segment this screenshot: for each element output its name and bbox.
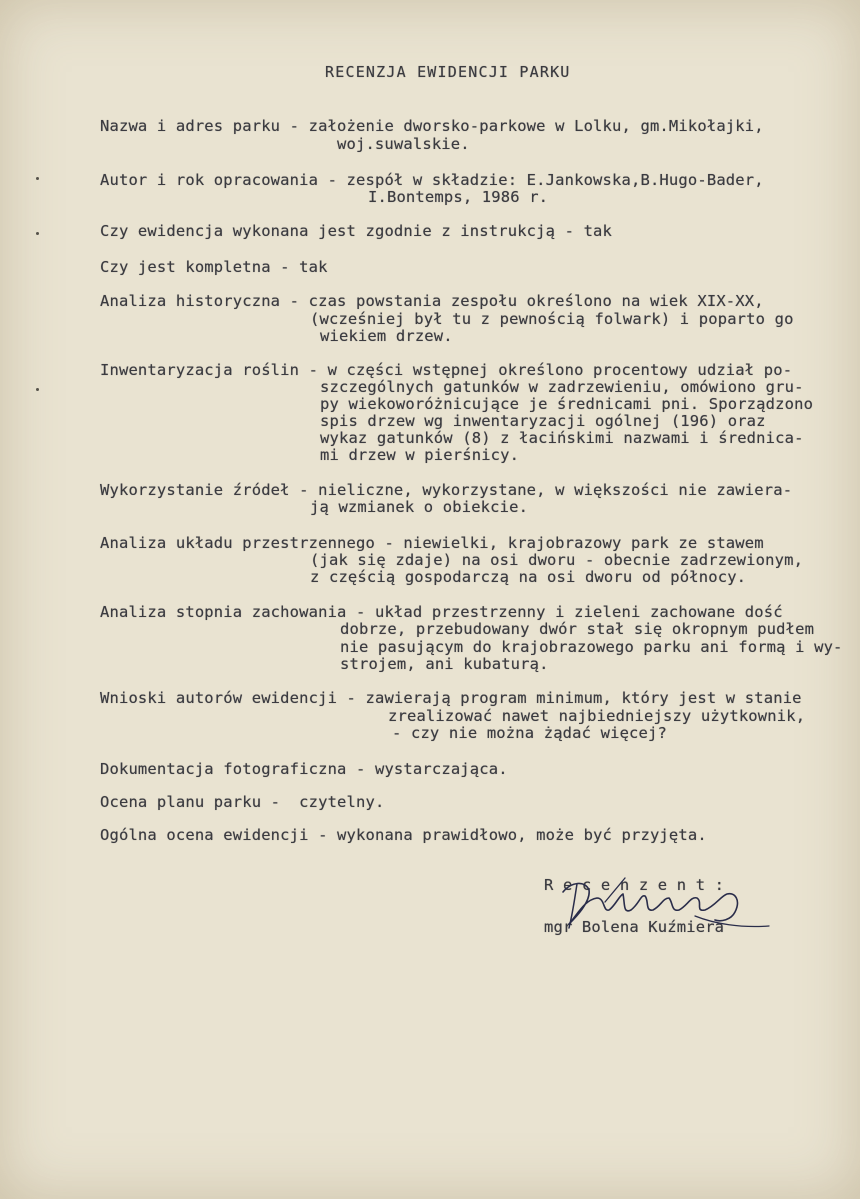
text-line: nie pasującym do krajobrazowego parku ani formą i wy- bbox=[340, 638, 843, 656]
text-line: dobrze, przebudowany dwór stał się okropnym pudłem bbox=[340, 620, 815, 638]
margin-mark bbox=[36, 177, 39, 180]
text-line: z częścią gospodarczą na osi dworu od północy. bbox=[310, 568, 747, 586]
text-line: wykaz gatunków (8) z łacińskimi nazwami i średnica- bbox=[320, 429, 804, 447]
text-line: spis drzew wg inwentaryzacji ogólnej (196) oraz bbox=[320, 412, 766, 430]
margin-mark bbox=[36, 388, 39, 391]
text-line: Dokumentacja fotograficzna - wystarczająca. bbox=[100, 760, 508, 778]
text-line: Ogólna ocena ewidencji - wykonana prawidłowo, może być przyjęta. bbox=[100, 826, 707, 844]
text-line: I.Bontemps, 1986 r. bbox=[368, 188, 549, 206]
text-line: Analiza historyczna - czas powstania zespołu określono na wiek XIX-XX, bbox=[100, 292, 764, 310]
handwritten-signature bbox=[545, 872, 775, 942]
text-line: zrealizować nawet najbiedniejszy użytkownik, bbox=[388, 707, 806, 725]
text-line: Autor i rok opracowania - zespół w składzie: E.Jankowska,B.Hugo-Bader, bbox=[100, 171, 764, 189]
text-line: (wcześniej był tu z pewnością folwark) i poparto go bbox=[310, 310, 794, 328]
reviewer-label: R e c e n z e n t : bbox=[544, 876, 725, 894]
text-line: mi drzew w pierśnicy. bbox=[320, 446, 520, 464]
text-line: Analiza układu przestrzennego - niewielki, krajobrazowy park ze stawem bbox=[100, 534, 764, 552]
text-line: woj.suwalskie. bbox=[337, 135, 470, 153]
text-line: (jak się zdaje) na osi dworu - obecnie zadrzewionym, bbox=[310, 551, 804, 569]
text-line: Czy jest kompletna - tak bbox=[100, 258, 328, 276]
text-line: szczególnych gatunków w zadrzewieniu, omówiono gru- bbox=[320, 378, 804, 396]
text-line: Czy ewidencja wykonana jest zgodnie z instrukcją - tak bbox=[100, 222, 613, 240]
text-line: wiekiem drzew. bbox=[320, 327, 453, 345]
text-line: - czy nie można żądać więcej? bbox=[392, 724, 667, 742]
text-line: Wykorzystanie źródeł - nieliczne, wykorzystane, w większości nie zawiera- bbox=[100, 481, 793, 499]
text-line: ją wzmianek o obiekcie. bbox=[310, 498, 529, 516]
text-line: Inwentaryzacja roślin - w części wstępnej określono procentowy udział po- bbox=[100, 361, 793, 379]
text-line: strojem, ani kubaturą. bbox=[340, 655, 549, 673]
text-line: Nazwa i adres parku - założenie dworsko-parkowe w Lolku, gm.Mikołajki, bbox=[100, 117, 764, 135]
reviewer-name: mgr Bolena Kuźmiera bbox=[544, 918, 725, 936]
text-line: Ocena planu parku - czytelny. bbox=[100, 793, 385, 811]
text-line: Analiza stopnia zachowania - układ przestrzenny i zieleni zachowane dość bbox=[100, 603, 783, 621]
text-line: py wiekoworóżnicujące je średnicami pni. Sporządzono bbox=[320, 395, 814, 413]
text-line: Wnioski autorów ewidencji - zawierają program minimum, który jest w stanie bbox=[100, 689, 802, 707]
margin-mark bbox=[36, 232, 39, 235]
document-title: RECENZJA EWIDENCJI PARKU bbox=[325, 63, 571, 81]
